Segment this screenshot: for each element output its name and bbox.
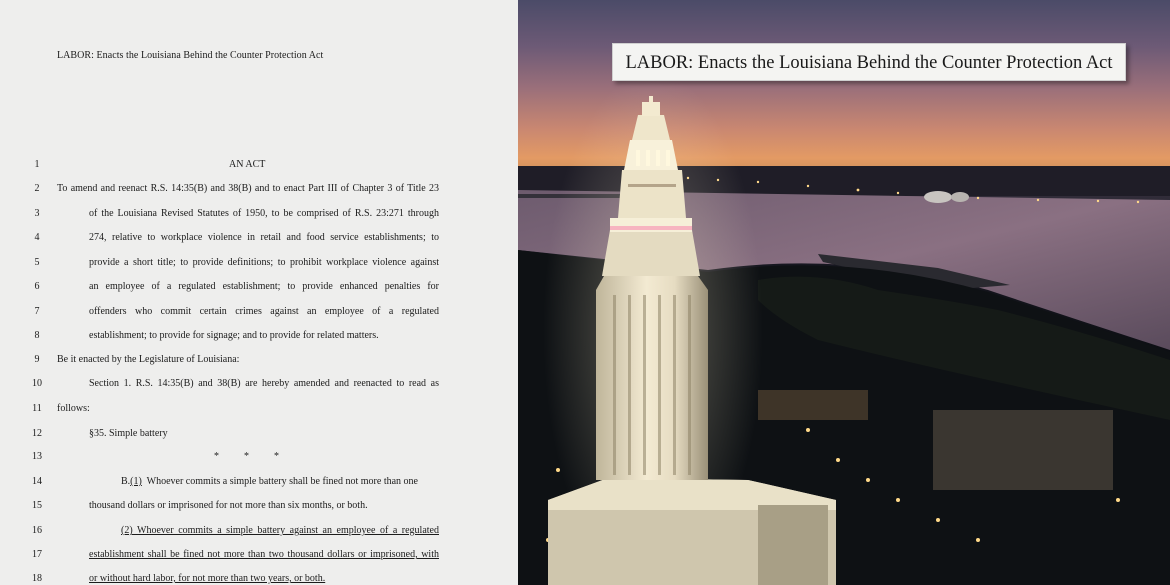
document-header: LABOR: Enacts the Louisiana Behind the Counter Protection Act <box>57 50 324 61</box>
line-3 <box>0 208 518 232</box>
capitol-photo <box>518 0 1170 585</box>
line-text: an employee of a regulated establishment; to provide enhanced penalties for <box>89 281 439 292</box>
line-number: 8 <box>34 330 40 341</box>
dome <box>951 192 969 202</box>
line-number: 15 <box>32 500 42 511</box>
section-heading: §35. Simple battery <box>89 428 168 439</box>
line-number: 10 <box>32 378 42 389</box>
line-14 <box>0 476 518 500</box>
line-2 <box>0 183 518 207</box>
line-number: 6 <box>34 281 40 292</box>
line-number: 1 <box>34 159 40 170</box>
building <box>933 410 1113 490</box>
line-number: 5 <box>34 257 40 268</box>
line-text: Section 1. R.S. 14:35(B) and 38(B) are hereby amended and reenacted to read as <box>89 378 439 389</box>
building <box>758 390 868 420</box>
capitol-illustration <box>518 0 1170 585</box>
line-4 <box>0 232 518 256</box>
line-text: provide a short title; to provide definitions; to prohibit workplace violence against <box>89 257 439 268</box>
line-11 <box>0 403 518 427</box>
line-number: 14 <box>32 476 42 487</box>
line-text: 274, relative to workplace violence in retail and food service establishments; to <box>89 232 439 243</box>
act-title: AN ACT <box>229 159 266 170</box>
underlined-amendment: or without hard labor, for not more than two years, or both. <box>89 573 326 584</box>
line-text: follows: <box>57 403 90 414</box>
line-number: 18 <box>32 573 42 584</box>
line-1 <box>0 159 518 183</box>
line-12 <box>0 428 518 452</box>
line-text: offenders who commit certain crimes against an employee of a regulated <box>89 306 439 317</box>
line-number: 2 <box>34 183 40 194</box>
line-18 <box>0 573 518 585</box>
line-text <box>121 476 439 487</box>
line-text: of the Louisiana Revised Statutes of 1950, to be comprised of R.S. 23:271 through <box>89 208 439 219</box>
line-15 <box>0 500 518 524</box>
line-13 <box>0 451 518 475</box>
bill-document-page <box>0 0 518 585</box>
line-9 <box>0 354 518 378</box>
line-5 <box>0 257 518 281</box>
line-number: 12 <box>32 428 42 439</box>
line-number: 4 <box>34 232 40 243</box>
underlined-amendment: (2) Whoever commits a simple battery against an employee of a regulated <box>121 525 439 536</box>
line-number: 7 <box>34 306 40 317</box>
line-7 <box>0 306 518 330</box>
line-text: thousand dollars or imprisoned for not more than six months, or both. <box>89 500 368 511</box>
news-caption-banner: LABOR: Enacts the Louisiana Behind the Counter Protection Act <box>612 43 1126 81</box>
line-number: 17 <box>32 549 42 560</box>
enacting-clause: Be it enacted by the Legislature of Louisiana: <box>57 354 240 365</box>
line-17 <box>0 549 518 573</box>
line-10 <box>0 378 518 402</box>
line-number: 11 <box>32 403 42 414</box>
line-text: To amend and reenact R.S. 14:35(B) and 38(B) and to enact Part III of Chapter 3 of Title 23 <box>57 183 439 194</box>
line-remainder: Whoever commits a simple battery shall be fined not more than one <box>141 476 418 487</box>
underlined-amendment: (1) <box>130 476 142 487</box>
line-text: establishment; to provide for signage; and to provide for related matters. <box>89 330 379 341</box>
subsection-label: B. <box>121 476 131 487</box>
line-16 <box>0 525 518 549</box>
omission-asterisks: * * * <box>214 451 279 462</box>
dome <box>924 191 952 203</box>
line-8 <box>0 330 518 354</box>
line-6 <box>0 281 518 305</box>
capitol-tower <box>596 276 708 480</box>
line-number: 16 <box>32 525 42 536</box>
line-number: 13 <box>32 451 42 462</box>
line-number: 3 <box>34 208 40 219</box>
underlined-amendment: establishment shall be fined not more than two thousand dollars or imprisoned, with <box>89 549 439 560</box>
line-number: 9 <box>34 354 40 365</box>
